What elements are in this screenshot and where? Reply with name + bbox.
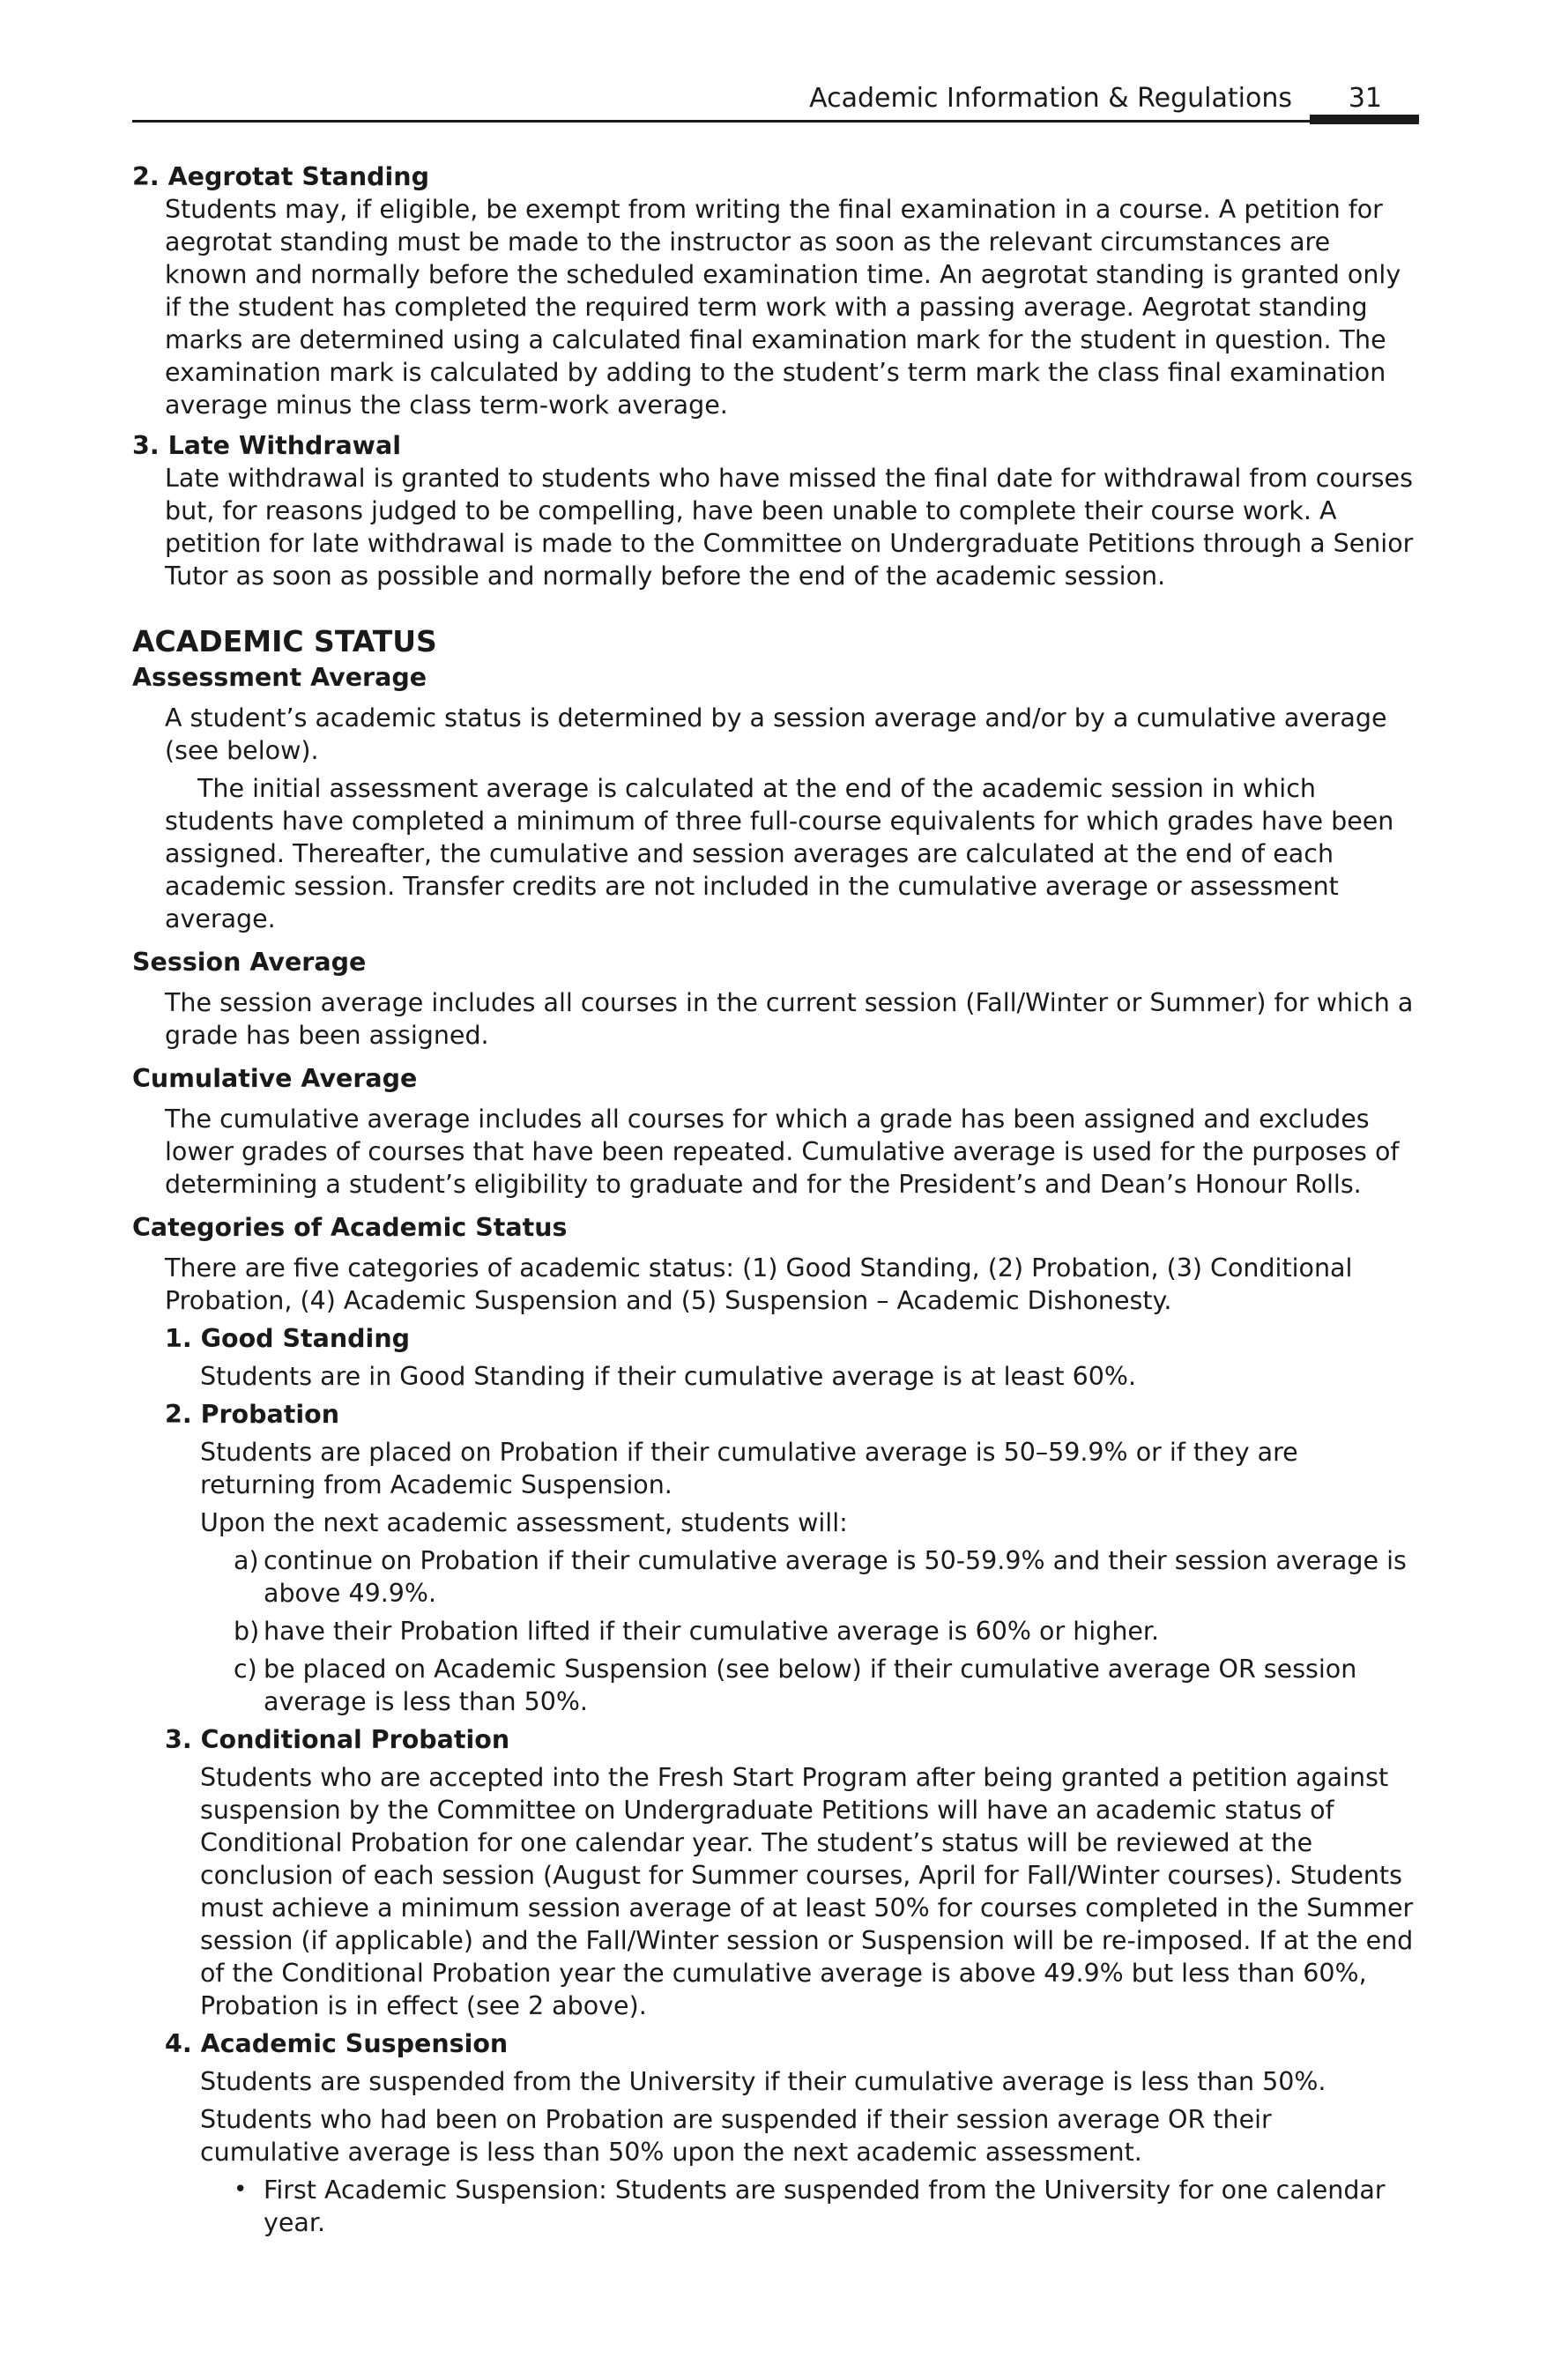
list-item-text: have their Probation lifted if their cumulative average is 60% or higher. [264, 1617, 1160, 1646]
conditional-probation-body: Students who are accepted into the Fresh Start Program after being granted a petition against suspension by the Committee on Undergraduate Petitions will have an academic status of Conditional Probation for one calendar year. The student’s status will be reviewed at the conclusion of each session (August for Summer courses, April for Fall/Winter courses). Students must achieve a minimum session average of at least 50% for courses completed in the Summer session (if applicable) and the Fall/Winter session or Suspension will be re-imposed. If at the end of the Conditional Probation year the cumulative average is above 49.9% but less than 60%, Probation is in effect (see 2 above). [200, 1763, 1414, 2020]
aegrotat-body: Students may, if eligible, be exempt from writing the final examination in a course. A petition for aegrotat standing must be made to the instructor as soon as the relevant circumstances are known and normally before the scheduled examination time. An aegrotat standing is granted only if the student has completed the required term work with a passing average. Aegrotat standing marks are determined using a calculated final examination mark for the student in question. The examination mark is calculated by adding to the student’s term mark the class final examination average minus the class term-work average. [165, 195, 1401, 420]
running-header-title: Academic Information & Regulations [809, 83, 1292, 114]
list-item-text: continue on Probation if their cumulative average is 50-59.9% and their session average is above 49.9%. [264, 1546, 1407, 1608]
list-marker: b) [234, 1617, 260, 1646]
late-withdrawal-title: Late Withdrawal [167, 431, 402, 460]
list-item [234, 1653, 1419, 1718]
page-number: 31 [1348, 83, 1382, 114]
late-withdrawal-body: Late withdrawal is granted to students who have missed the final date for withdrawal from courses but, for reasons judged to be compelling, have been unable to complete their course work. A petition for late withdrawal is made to the Committee on Undergraduate Petitions through a Senior Tutor as soon as possible and normally before the end of the academic session. [165, 464, 1414, 591]
late-withdrawal-section [132, 429, 1419, 592]
academic-status-title: ACADEMIC STATUS [132, 624, 437, 658]
list-item-text: First Academic Suspension: Students are suspended from the University for one calendar year. [264, 2175, 1386, 2237]
assessment-average-paragraph-2: The initial assessment average is calculated at the end of the academic session in which students have completed a minimum of three full-course equivalents for which grades have been assigned. Thereafter, the cumulative and session averages are calculated at the end of each academic session. Transfer credits are not included in the cumulative average or assessment average. [165, 774, 1394, 933]
conditional-probation-number: 3. [165, 1725, 192, 1754]
list-item [234, 1615, 1419, 1647]
list-marker: a) [234, 1546, 259, 1575]
aegrotat-section [132, 160, 1419, 421]
assessment-average-paragraph-1: A student’s academic status is determined by a session average and/or by a cumulative average (see below). [165, 703, 1387, 765]
probation-number: 2. [165, 1400, 192, 1429]
academic-suspension-number: 4. [165, 2029, 192, 2058]
list-item [132, 2174, 1419, 2239]
header-rule [132, 120, 1310, 123]
academic-suspension-paragraph-1: Students are suspended from the University if their cumulative average is less than 50%. [200, 2067, 1326, 2096]
aegrotat-heading [132, 160, 1419, 193]
list-item-text: be placed on Academic Suspension (see below) if their cumulative average OR session average is less than 50%. [264, 1655, 1357, 1716]
cumulative-average-body: The cumulative average includes all courses for which a grade has been assigned and excludes lower grades of courses that have been repeated. Cumulative average is used for the purposes of determining a student’s eligibility to graduate and for the President’s and Dean’s Honour Rolls. [165, 1104, 1400, 1199]
aegrotat-title: Aegrotat Standing [167, 162, 429, 191]
assessment-average-heading: Assessment Average [132, 663, 427, 692]
academic-suspension-paragraph-2: Students who had been on Probation are suspended if their session average OR their cumulative average is less than 50% upon the next academic assessment. [200, 2105, 1272, 2167]
late-withdrawal-heading [132, 429, 1419, 462]
aegrotat-number: 2. [132, 162, 160, 191]
session-average-heading: Session Average [132, 948, 367, 977]
probation-outcomes-list [132, 1544, 1419, 1718]
good-standing-heading [132, 1322, 1419, 1355]
late-withdrawal-number: 3. [132, 431, 160, 460]
conditional-probation-title: Conditional Probation [200, 1725, 510, 1754]
conditional-probation-heading [132, 1723, 1419, 1756]
session-average-body: The session average includes all courses in the current session (Fall/Winter or Summer) for which a grade has been assigned. [165, 988, 1414, 1050]
academic-suspension-heading [132, 2027, 1419, 2060]
probation-heading [132, 1398, 1419, 1431]
academic-suspension-title: Academic Suspension [200, 2029, 509, 2058]
running-header [132, 78, 1419, 123]
list-marker: c) [234, 1655, 257, 1684]
good-standing-body: Students are in Good Standing if their cumulative average is at least 60%. [200, 1362, 1137, 1391]
good-standing-title: Good Standing [200, 1324, 411, 1353]
list-item [234, 1544, 1419, 1610]
categories-heading: Categories of Academic Status [132, 1213, 568, 1242]
good-standing-number: 1. [165, 1324, 192, 1353]
header-tab-bar [1310, 115, 1419, 124]
categories-intro: There are five categories of academic status: (1) Good Standing, (2) Probation, (3) Conditional Probation, (4) Academic Suspension and (5) Suspension – Academic Dishonesty. [165, 1253, 1353, 1315]
probation-title: Probation [200, 1400, 340, 1429]
bullet-icon: • [234, 2176, 248, 2203]
page-content [132, 160, 1419, 2239]
probation-next-assessment: Upon the next academic assessment, students will: [200, 1508, 848, 1537]
probation-body: Students are placed on Probation if their cumulative average is 50–59.9% or if they are returning from Academic Suspension. [200, 1438, 1298, 1499]
cumulative-average-heading: Cumulative Average [132, 1064, 418, 1093]
